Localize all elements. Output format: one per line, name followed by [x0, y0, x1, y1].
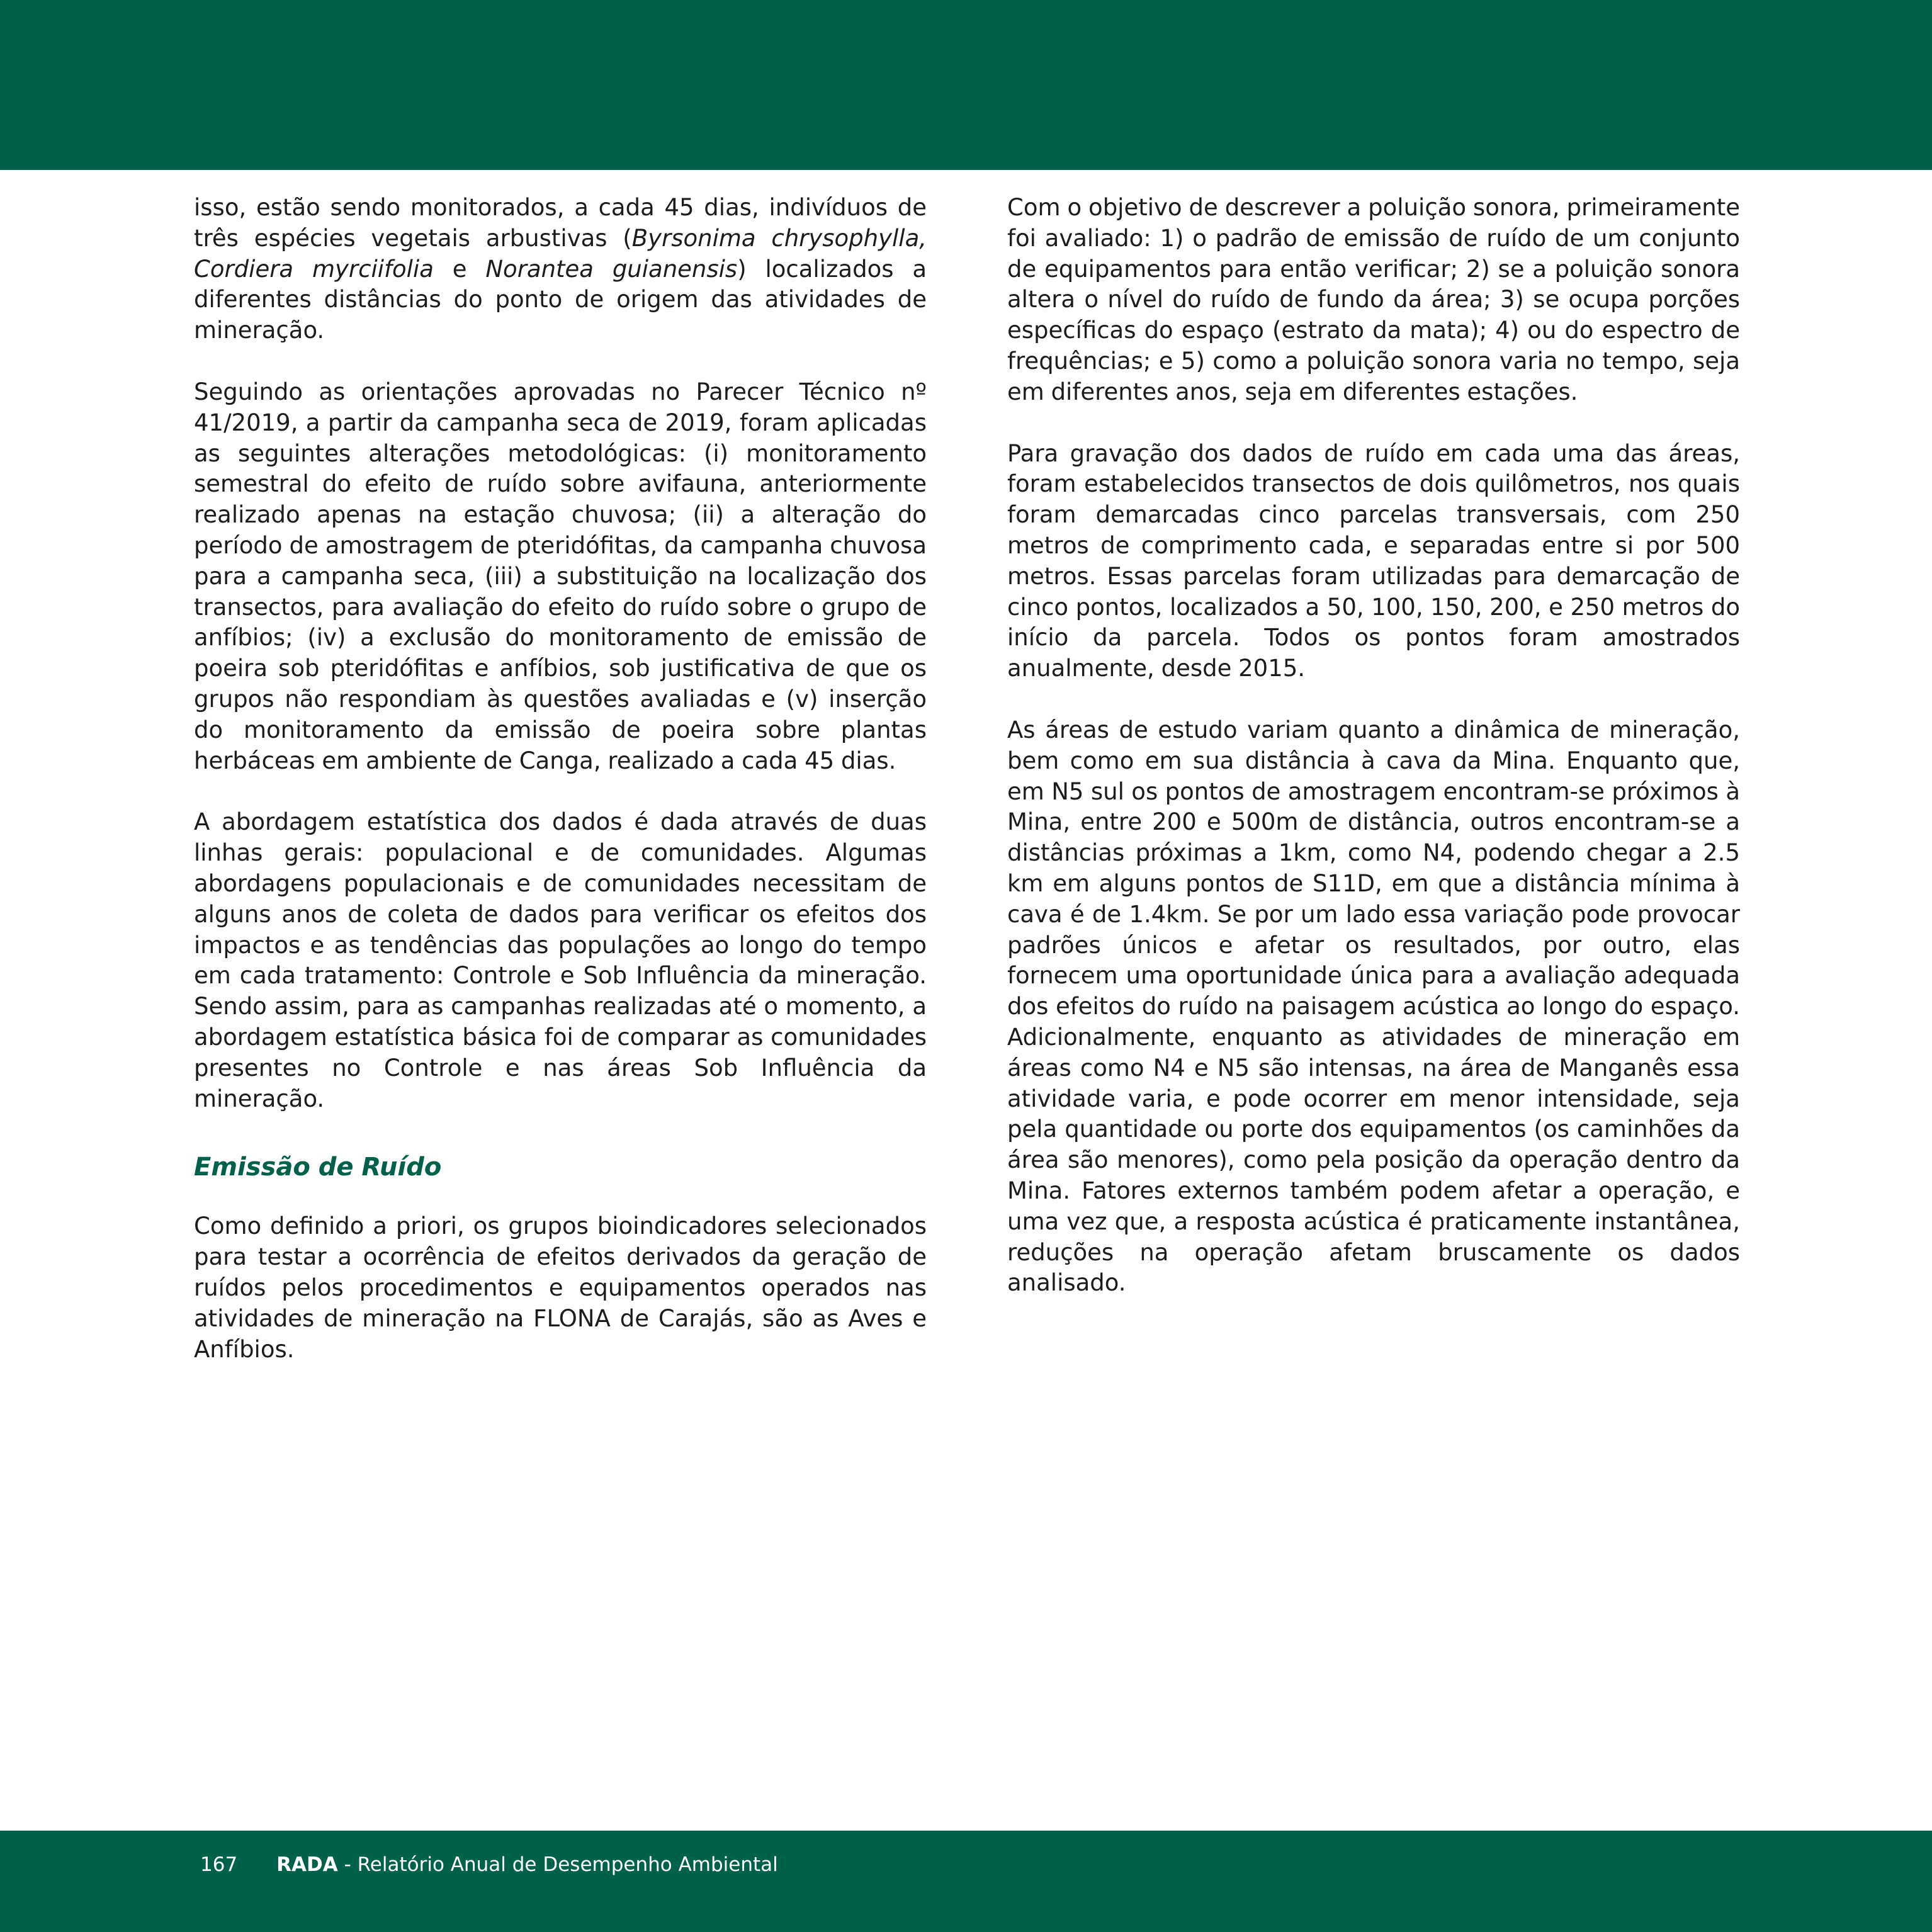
report-brand: RADA: [276, 1853, 338, 1876]
header-band: [0, 0, 1932, 170]
left-column: [194, 193, 927, 1365]
footer-band: [0, 1831, 1932, 1932]
paragraph: Seguindo as orientações aprovadas no Parecer Técnico nº 41/2019, a partir da campanha seca de 2019, foram aplicadas as seguintes alterações metodológicas: (i) monitoramento semestral do efeito de ruído sobre avifauna, anteriormente realizado apenas na estação chuvosa; (ii) a alteração do período de amostragem de pteridófitas, da campanha chuvosa para a campanha seca, (iii) a substituição na localização dos transectos, para avaliação do efeito do ruído sobre o grupo de anfíbios; (iv) a exclusão do monitoramento de emissão de poeira sob pteridófitas e anfíbios, sob justificativa de que os grupos não respondiam às questões avaliadas e (v) inserção do monitoramento da emissão de poeira sobre plantas herbáceas em ambiente de Canga, realizado a cada 45 dias.: [194, 378, 927, 774]
page-number: 167: [200, 1853, 238, 1876]
species-name: Norantea guianensis: [485, 255, 738, 283]
paragraph: As áreas de estudo variam quanto a dinâmica de mineração, bem como em sua distância à cava da Mina. Enquanto que, em N5 sul os pontos de amostragem encontram-se próximos à Mina, entre 200 e 500m de distância, outros encontram-se a distâncias próximas a 1km, como N4, podendo chegar a 2.5 km em alguns pontos de S11D, em que a distância mínima à cava é de 1.4km. Se por um lado essa variação pode provocar padrões únicos e afetar os resultados, por outro, elas fornecem uma oportunidade única para a avaliação adequada dos efeitos do ruído na paisagem acústica ao longo do espaço. Adicionalmente, enquanto as atividades de mineração em áreas como N4 e N5 são intensas, na área de Manganês essa atividade varia, e pode ocorrer em menor intensidade, seja pela quantidade ou porte dos equipamentos (os caminhões da área são menores), como pela posição da operação dentro da Mina. Fatores externos também podem afetar a operação, e uma vez que, a resposta acústica é praticamente instantânea, reduções na operação afetam bruscamente os dados analisado.: [1007, 716, 1740, 1297]
footer: [200, 1852, 778, 1877]
paragraph-text: ) localizados a diferentes distâncias do ponto de origem das atividades de mineração.: [194, 255, 927, 344]
paragraph: A abordagem estatística dos dados é dada através de duas linhas gerais: populacional e de comunidades. Algumas abordagens populacionais e de comunidades necessitam de alguns anos de coleta de dados para verificar os efeitos dos impactos e as tendências das populações ao longo do tempo em cada tratamento: Controle e Sob Influência da mineração. Sendo assim, para as campanhas realizadas até o momento, a abordagem estatística básica foi de comparar as comunidades presentes no Controle e nas áreas Sob Influência da mineração.: [194, 808, 927, 1112]
paragraph: Para gravação dos dados de ruído em cada uma das áreas, foram estabelecidos transectos de dois quilômetros, nos quais foram demarcadas cinco parcelas transversais, com 250 metros de comprimento cada, e separadas entre si por 500 metros. Essas parcelas foram utilizadas para demarcação de cinco pontos, localizados a 50, 100, 150, 200, e 250 metros do início da parcela. Todos os pontos foram amostrados anualmente, desde 2015.: [1007, 439, 1740, 682]
report-title: - Relatório Anual de Desempenho Ambiental: [337, 1853, 778, 1876]
right-column: [1007, 193, 1740, 1299]
paragraph-text: isso, estão sendo monitorados, a cada 45 dias, indivíduos de três espécies vegetais arbustivas (: [194, 194, 927, 252]
section-heading: Emissão de Ruído: [194, 1153, 442, 1182]
paragraph: Como definido a priori, os grupos bioindicadores selecionados para testar a ocorrência de efeitos derivados da geração de ruídos pelos procedimentos e equipamentos operados nas atividades de mineração na FLONA de Carajás, são as Aves e Anfíbios.: [194, 1212, 927, 1363]
paragraph-text: e: [433, 255, 486, 283]
species-name: Byrsonima chrysophylla, Cordiera myrciifolia: [194, 224, 927, 283]
paragraph: [194, 193, 927, 346]
paragraph: Com o objetivo de descrever a poluição sonora, primeiramente foi avaliado: 1) o padrão de emissão de ruído de um conjunto de equipamentos para então verificar; 2) se a poluição sonora altera o nível do ruído de fundo da área; 3) se ocupa porções específicas do espaço (estrato da mata); 4) ou do espectro de frequências; e 5) como a poluição sonora varia no tempo, seja em diferentes anos, seja em diferentes estações.: [1007, 194, 1740, 405]
